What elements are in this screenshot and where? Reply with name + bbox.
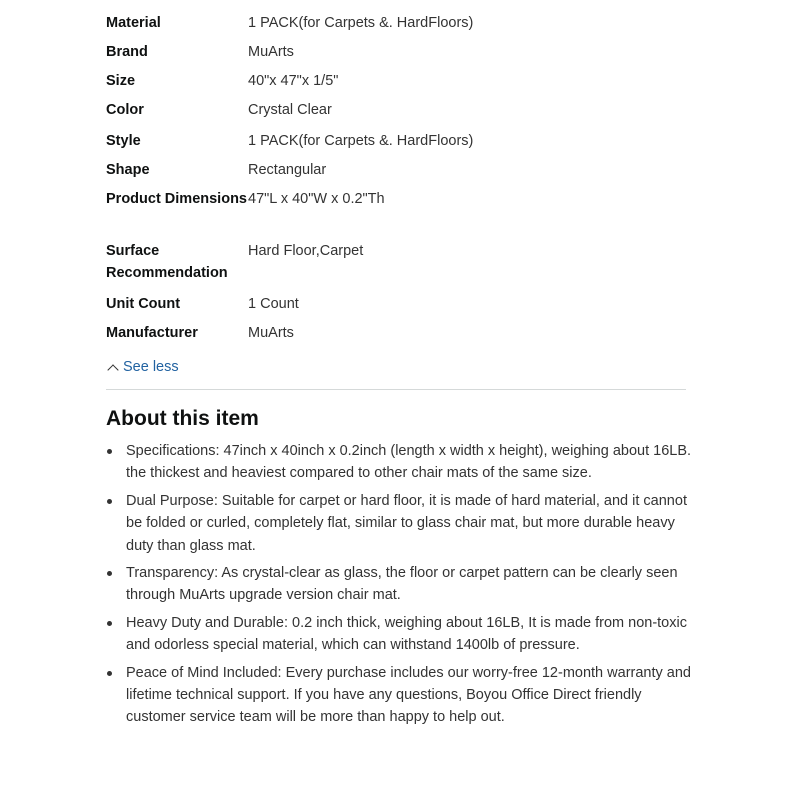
about-bullet-text: Dual Purpose: Suitable for carpet or hard floor, it is made of hard material, and it cannot be folded or curled, completely flat, similar to glass chair mat, but more durable heavy duty than glass mat. bbox=[126, 492, 687, 554]
spec-value: 1 Count bbox=[248, 296, 299, 312]
spec-label: Size bbox=[106, 73, 136, 89]
see-less-label: See less bbox=[123, 359, 179, 375]
about-bullet-text: Heavy Duty and Durable: 0.2 inch thick, weighing about 16LB, It is made from non-toxic and odorless special material, which can withstand 1400lb of pressure. bbox=[126, 614, 687, 654]
spec-row-style bbox=[106, 130, 473, 152]
spec-row-surface-recommendation bbox=[106, 240, 363, 284]
spec-label: Shape bbox=[106, 162, 150, 178]
spec-row-product-dimensions bbox=[106, 188, 385, 210]
spec-row-material bbox=[106, 12, 473, 34]
spec-row-shape bbox=[106, 159, 326, 181]
spec-value: MuArts bbox=[248, 44, 294, 60]
about-bullet bbox=[106, 562, 696, 607]
spec-value: Hard Floor,Carpet bbox=[248, 243, 364, 259]
chevron-up-icon bbox=[107, 364, 118, 375]
spec-label: Product Dimensions bbox=[106, 191, 247, 207]
spec-row-color bbox=[106, 99, 332, 121]
spec-row-brand bbox=[106, 41, 294, 63]
spec-value: MuArts bbox=[248, 325, 294, 341]
spec-value: Rectangular bbox=[248, 162, 327, 178]
spec-row-manufacturer bbox=[106, 322, 294, 344]
bullet-dot-icon bbox=[107, 449, 112, 454]
spec-label: Style bbox=[106, 133, 141, 149]
about-bullet bbox=[106, 490, 696, 557]
spec-value: 47"L x 40"W x 0.2"Th bbox=[248, 191, 385, 207]
section-divider bbox=[106, 389, 686, 390]
about-bullet-list bbox=[106, 440, 696, 734]
spec-label: Color bbox=[106, 102, 144, 118]
spec-value: Crystal Clear bbox=[248, 102, 332, 118]
see-less-link[interactable] bbox=[106, 356, 179, 378]
bullet-dot-icon bbox=[107, 621, 112, 626]
about-bullet bbox=[106, 662, 696, 729]
bullet-dot-icon bbox=[107, 571, 112, 576]
bullet-dot-icon bbox=[107, 671, 112, 676]
about-bullet bbox=[106, 440, 696, 485]
about-bullet bbox=[106, 612, 696, 657]
spec-row-size bbox=[106, 70, 338, 92]
spec-label: Material bbox=[106, 15, 161, 31]
spec-label: Brand bbox=[106, 44, 148, 60]
about-section-title: About this item bbox=[106, 407, 259, 430]
about-bullet-text: Peace of Mind Included: Every purchase includes our worry-free 12-month warranty and lifetime technical support. If you have any questions, Boyou Office Direct friendly customer service team will be more than happy to help out. bbox=[126, 664, 691, 726]
bullet-dot-icon bbox=[107, 499, 112, 504]
spec-row-unit-count bbox=[106, 293, 299, 315]
spec-label: Surface Recommendation bbox=[106, 243, 228, 281]
spec-value: 40"x 47"x 1/5" bbox=[248, 73, 339, 89]
spec-label: Unit Count bbox=[106, 296, 181, 312]
about-bullet-text: Transparency: As crystal-clear as glass, the floor or carpet pattern can be clearly seen through MuArts upgrade version chair mat. bbox=[126, 565, 678, 604]
spec-value: 1 PACK(for Carpets &. HardFloors) bbox=[248, 133, 474, 149]
spec-value: 1 PACK(for Carpets &. HardFloors) bbox=[248, 15, 474, 31]
spec-label: Manufacturer bbox=[106, 325, 198, 341]
about-bullet-text: Specifications: 47inch x 40inch x 0.2inch (length x width x height), weighing about 16LB. the thickest and heaviest compared to other chair mats of the same size. bbox=[126, 443, 692, 482]
